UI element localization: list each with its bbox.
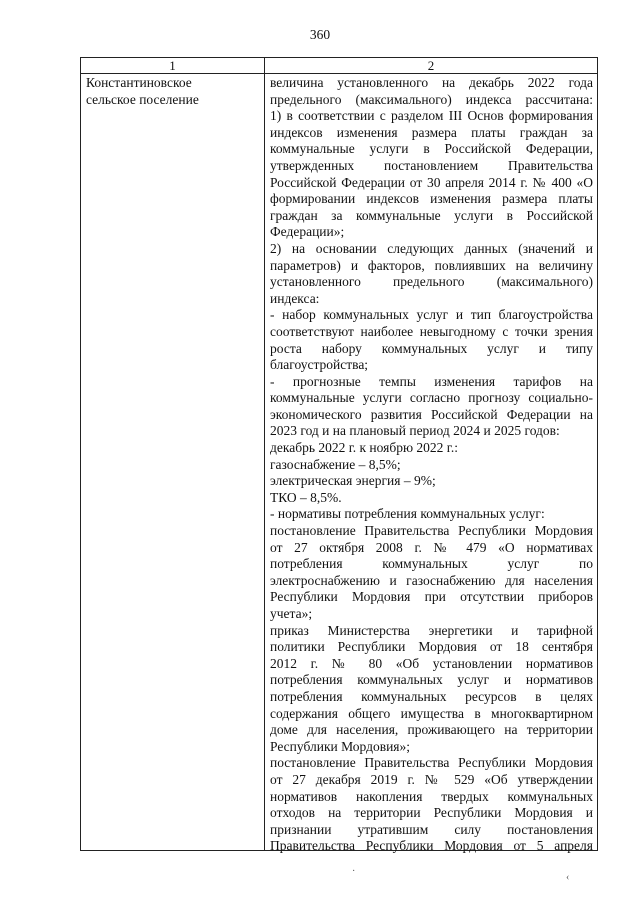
text-line: параметров) и факторов, повлиявших на величину xyxy=(270,257,593,273)
column-header-2: 2 xyxy=(427,58,435,73)
text-line: коммунальные услуги согласно прогнозу социально- xyxy=(270,390,593,406)
text-line: экономического развития Российской Федерации на xyxy=(270,406,593,422)
text-line: потребления коммунальных ресурсов в целях xyxy=(270,688,593,704)
text-line: отходов на территории Республики Мордовия и xyxy=(270,805,593,821)
column-header-1: 1 xyxy=(169,58,176,73)
text-line: Правительства Республики Мордовия от 5 апреля xyxy=(270,838,593,854)
text-line: индексов изменения размера платы граждан за xyxy=(270,124,593,140)
text-line: благоустройства; xyxy=(270,357,369,373)
text-line: - прогнозные темпы изменения тарифов на xyxy=(270,373,593,389)
text-line: Республики Мордовия»; xyxy=(270,738,411,754)
scan-artifact: ‹ xyxy=(566,872,570,883)
text-line: 1) в соответствии с разделом III Основ формирования xyxy=(270,108,593,124)
text-line: Федерации»; xyxy=(270,224,345,240)
text-line: ТКО – 8,5%. xyxy=(270,489,342,505)
text-line: электрическая энергия – 9%; xyxy=(270,473,436,489)
text-line: Российской Федерации от 30 апреля 2014 г. № 400 «О xyxy=(270,174,593,190)
column-divider xyxy=(264,58,265,850)
text-line: - набор коммунальных услуг и тип благоустройства xyxy=(270,307,593,323)
text-line: 2) на основании следующих данных (значений и xyxy=(270,240,593,256)
text-line: соответствуют наиболее невыгодному с точки зрения xyxy=(270,323,593,339)
text-line: утвержденных постановлением Правительства xyxy=(270,157,593,173)
text-line: газоснабжение – 8,5%; xyxy=(270,456,401,472)
municipality-line: сельское поселение xyxy=(86,91,199,107)
text-line: декабрь 2022 г. к ноябрю 2022 г.: xyxy=(270,440,458,456)
text-line: потребления коммунальных услуг и нормативов xyxy=(270,672,593,688)
text-line: предельного (максимального) индекса рассчитана: xyxy=(270,91,593,107)
table-header-row xyxy=(81,58,597,74)
text-line: постановление Правительства Республики Мордовия xyxy=(270,523,593,539)
text-line: потребления коммунальных услуг по xyxy=(270,556,593,572)
text-line: 2023 год и на плановый период 2024 и 2025 годов: xyxy=(270,423,560,439)
text-line: от 27 декабря 2019 г. № 529 «Об утверждении xyxy=(270,771,593,787)
text-line: индекса: xyxy=(270,290,320,306)
scan-artifact: · xyxy=(352,866,356,877)
text-line: содержания общего имущества в многоквартирном xyxy=(270,705,593,721)
municipality-line: Константиновское xyxy=(86,75,192,90)
text-line: - нормативы потребления коммунальных услуг: xyxy=(270,506,545,522)
text-line: электроснабжению и газоснабжению для населения xyxy=(270,572,593,588)
text-line: коммунальные услуги в Российской Федерации, xyxy=(270,141,593,157)
text-line: роста набору коммунальных услуг и типу xyxy=(270,340,593,356)
text-line: величина установленного на декабрь 2022 года xyxy=(270,75,593,90)
text-line: от 27 октября 2008 г. № 479 «О нормативах xyxy=(270,539,593,555)
text-line: 2012 г. № 80 «Об установлении нормативов xyxy=(270,655,593,671)
text-line: нормативов накопления твердых коммунальных xyxy=(270,788,593,804)
text-line: учета»; xyxy=(270,606,313,621)
text-line: формировании индексов изменения размера платы xyxy=(270,191,593,207)
text-line: политики Республики Мордовия от 18 сентября xyxy=(270,639,593,655)
text-line: признании утратившим силу постановления xyxy=(270,821,593,837)
document-table xyxy=(80,57,598,854)
municipality-cell xyxy=(86,75,258,108)
text-line: граждан за коммунальные услуги в Российской xyxy=(270,207,593,223)
text-line: установленного предельного (максимального) xyxy=(270,274,593,290)
text-line: постановление Правительства Республики Мордовия xyxy=(270,755,593,771)
page-number: 360 xyxy=(309,27,331,42)
text-line: Республики Мордовия при отсутствии приборов xyxy=(270,589,593,605)
text-line: доме для населения, проживающего на территории xyxy=(270,722,593,738)
text-line: приказ Министерства энергетики и тарифной xyxy=(270,622,593,638)
index-description-cell xyxy=(270,75,593,855)
